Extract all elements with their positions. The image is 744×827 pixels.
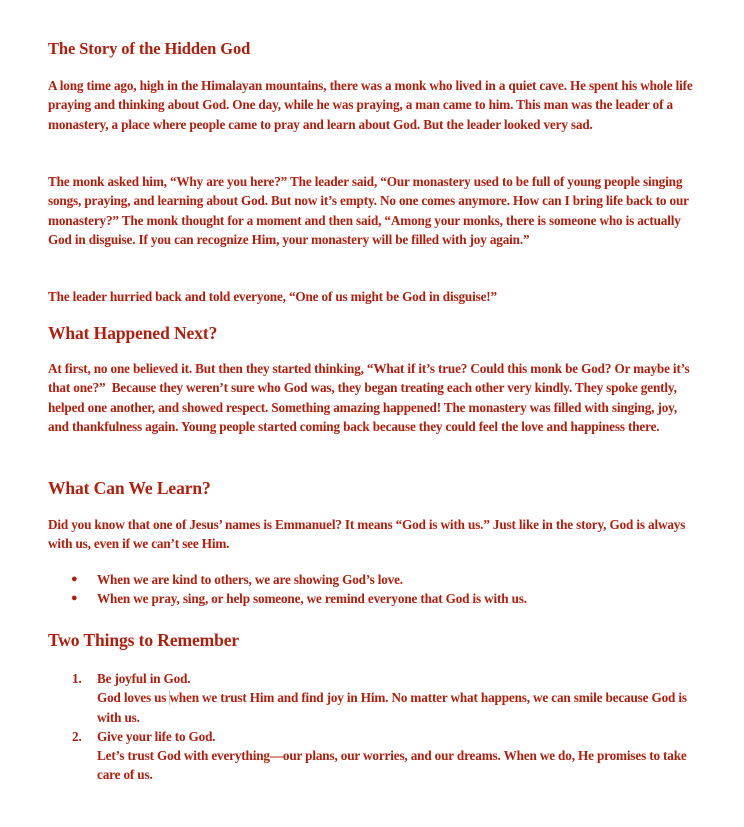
body-text: God loves us — [97, 690, 170, 706]
heading-two-things: Two Things to Remember — [48, 630, 240, 650]
paragraph-leader-returns: The leader hurried back and told everyone, “One of us might be God in disguise!” — [48, 289, 497, 304]
numbered-item-body: Let’s trust God with everything—our plans, our worries, and our dreams. When we do, He promises to take care of us. — [97, 748, 687, 783]
numbered-item-body[interactable] — [97, 688, 698, 727]
bullet-icon: ● — [71, 573, 78, 585]
bullet-list — [48, 570, 698, 609]
paragraph-monk-dialogue: The monk asked him, “Why are you here?” The leader said, “Our monastery used to be full of young people singing songs, praying, and learning about God. But now it’s empty. No one comes anymore. How can I bring life back to our monastery?” The monk thought for a moment and then said, “Among your monks, there is someone who is actually God in disguise. If you can recognize Him, your monastery will be filled with joy again.” — [48, 174, 689, 247]
numbered-item — [48, 727, 698, 785]
bullet-icon: ● — [71, 592, 78, 605]
numbered-list — [48, 669, 698, 785]
numbered-item — [48, 669, 698, 727]
paragraph-emmanuel: Did you know that one of Jesus’ names is Emmanuel? It means “God is with us.” Just like in the story, God is always with us, even if we can’t see Him. — [48, 517, 686, 552]
paragraph-intro: A long time ago, high in the Himalayan mountains, there was a monk who lived in a quiet cave. He spent his whole life praying and thinking about God. One day, while he was praying, a man came to him. This man was the leader of a monastery, a place where people came to pray and learn about God. But the leader looked very sad. — [48, 78, 693, 132]
body-text: when we trust Him and find joy in Him. No matter what happens, we can smile because God is with us. — [97, 690, 687, 725]
numbered-item-title: Give your life to God. — [97, 728, 216, 744]
list-number: 1. — [72, 671, 82, 686]
list-item — [48, 589, 698, 608]
list-item-text: When we are kind to others, we are showing God’s love. — [97, 572, 403, 587]
heading-what-happened-next: What Happened Next? — [48, 323, 218, 343]
list-item — [48, 570, 698, 589]
numbered-item-title: Be joyful in God. — [97, 671, 191, 686]
document-title: The Story of the Hidden God — [48, 39, 251, 58]
heading-what-can-we-learn: What Can We Learn? — [48, 478, 211, 498]
list-item-text: When we pray, sing, or help someone, we remind everyone that God is with us. — [97, 591, 527, 607]
list-number: 2. — [72, 728, 82, 744]
paragraph-what-happened: At first, no one believed it. But then they started thinking, “What if it’s true? Could this monk be God? Or maybe it’s that one?” Because they weren’t sure who God was, they began treating each other very kindly. They spoke gently, helped one another, and showed respect. Something amazing happened! The monastery was filled with singing, joy, and thankfulness again. Young people started coming back because they could feel the love and happiness there. — [48, 361, 690, 434]
